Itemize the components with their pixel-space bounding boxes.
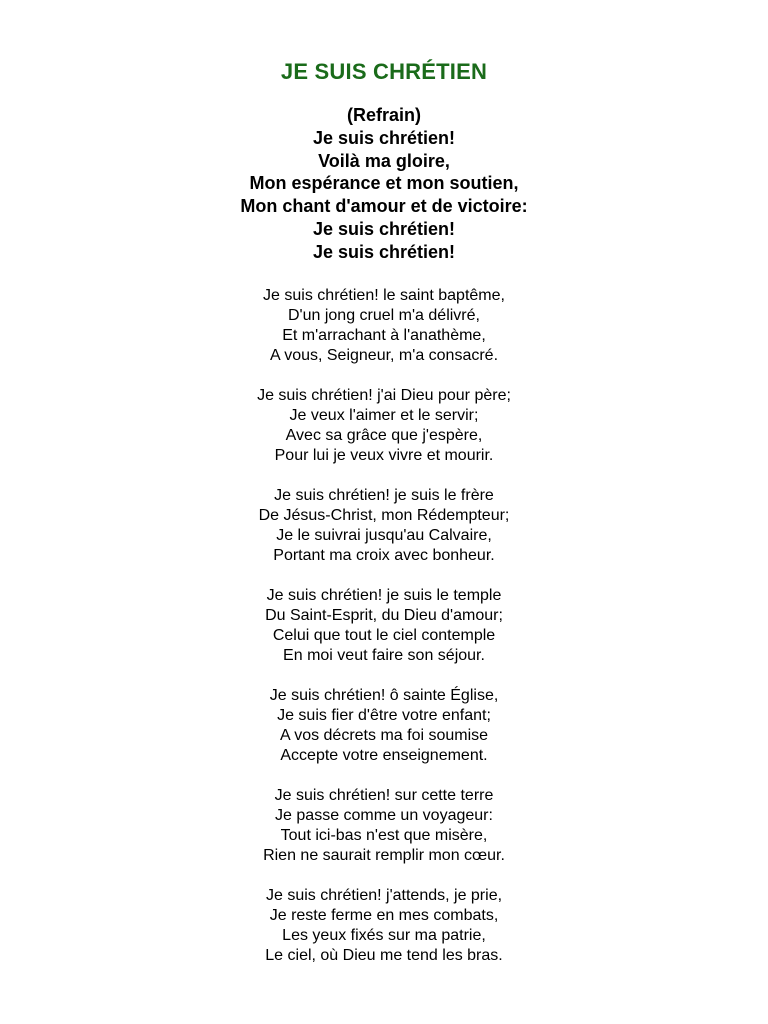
stanza-1 [0,286,768,366]
refrain-line: Je suis chrétien! [312,241,456,262]
stanza-line: Je le suivrai jusqu'au Calvaire, [276,527,492,544]
stanza-line: Je veux l'aimer et le servir; [289,407,479,424]
stanza-6 [0,786,768,866]
song-title: JE SUIS CHRÉTIEN [280,59,488,84]
stanza-line: Pour lui je veux vivre et mourir. [274,447,494,464]
stanza-line: Je suis chrétien! le saint baptême, [263,287,505,304]
refrain-line: (Refrain) [346,105,421,125]
stanza-line: Et m'arrachant à l'anathème, [282,327,486,344]
stanza-line: A vos décrets ma foi soumise [279,727,489,744]
stanza-line: Je suis chrétien! j'attends, je prie, [265,887,503,904]
stanza-line: Du Saint-Esprit, du Dieu d'amour; [265,607,503,624]
stanza-line: Je suis chrétien! ô sainte Église, [269,687,499,704]
stanza-line: Tout ici-bas n'est que misère, [280,827,488,844]
refrain-line: Mon espérance et mon soutien, [249,173,519,194]
stanza-line: Je reste ferme en mes combats, [269,907,499,924]
stanza-line: Les yeux fixés sur ma patrie, [282,927,486,944]
refrain-line: Je suis chrétien! [312,127,456,148]
stanza-line: Je suis chrétien! j'ai Dieu pour père; [257,387,511,404]
stanza-line: Je suis fier d'être votre enfant; [277,707,491,724]
refrain-line: Voilà ma gloire, [318,150,450,171]
stanza-line: Rien ne saurait remplir mon cœur. [263,847,505,864]
stanza-line: Je suis chrétien! sur cette terre [274,787,494,804]
stanza-2 [0,386,768,466]
stanza-line: Je suis chrétien! je suis le frère [274,487,494,504]
stanza-line: Avec sa grâce que j'espère, [285,427,483,444]
stanza-line: Portant ma croix avec bonheur. [273,547,495,564]
stanza-3 [0,486,768,566]
stanza-line: Je suis chrétien! je suis le temple [266,587,502,604]
stanza-4 [0,586,768,666]
refrain-line: Mon chant d'amour et de victoire: [240,196,528,217]
stanza-line: A vous, Seigneur, m'a consacré. [269,347,499,364]
refrain-line: Je suis chrétien! [312,218,456,239]
stanza-line: Accepte votre enseignement. [280,747,488,764]
stanza-line: D'un jong cruel m'a délivré, [288,307,480,324]
stanza-line: Le ciel, où Dieu me tend les bras. [265,947,503,964]
stanza-line: De Jésus-Christ, mon Rédempteur; [258,507,510,524]
stanza-line: Celui que tout le ciel contemple [272,627,496,644]
stanza-line: Je passe comme un voyageur: [275,807,493,824]
stanza-line: En moi veut faire son séjour. [283,647,485,664]
stanza-7 [0,886,768,966]
stanza-5 [0,686,768,766]
refrain-block [0,104,768,264]
